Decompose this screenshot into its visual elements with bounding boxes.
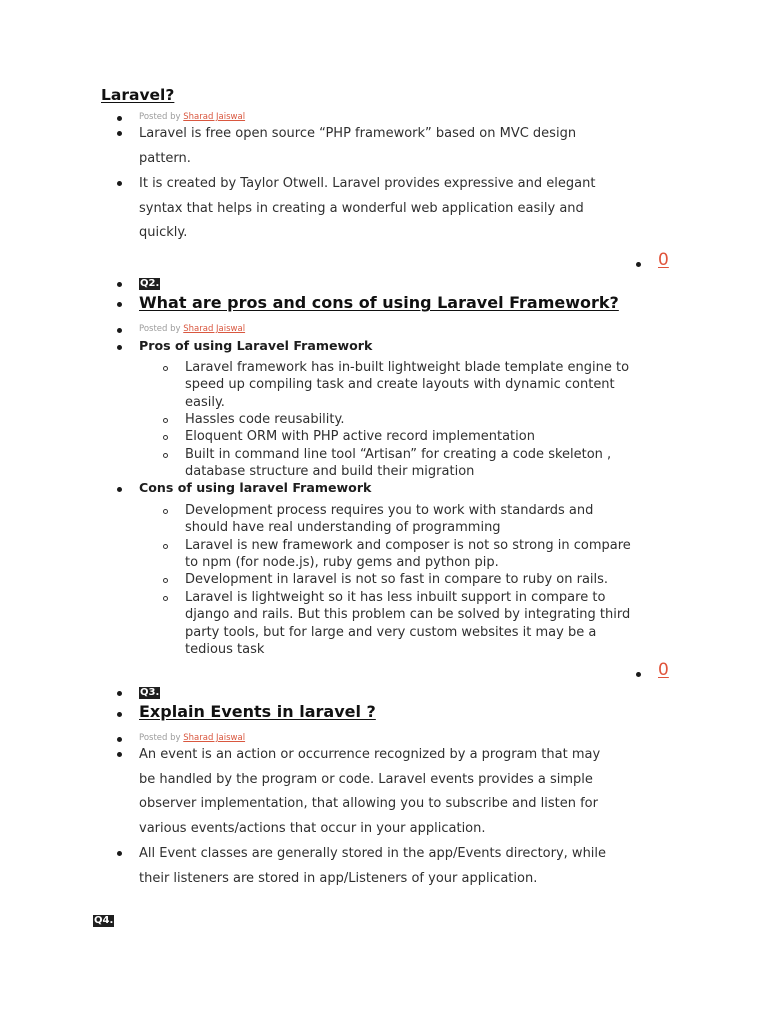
circle-bullet-icon [163, 418, 168, 423]
page-title: Laravel? [101, 86, 175, 104]
posted-by [139, 324, 245, 334]
pros-item: Laravel framework has in-built lightweight blade template engine to speed up compiling task and create layouts with dynamic content easily. [185, 360, 630, 410]
pros-item: Eloquent ORM with PHP active record implementation [185, 429, 535, 444]
circle-bullet-icon [163, 596, 168, 601]
comment-count-link[interactable]: 0 [658, 250, 669, 270]
author-link[interactable]: Sharad Jaiswal [183, 733, 246, 743]
posted-by-label: Posted by [139, 324, 181, 334]
circle-bullet-icon [163, 509, 168, 514]
bullet-icon [117, 851, 122, 856]
bullet-icon [117, 282, 122, 287]
posted-by [139, 733, 245, 743]
circle-bullet-icon [163, 544, 168, 549]
bullet-icon [117, 116, 122, 121]
bullet-icon [636, 672, 641, 677]
pros-item: Built in command line tool “Artisan” for creating a code skeleton , database structure and build their migration [185, 447, 612, 480]
paragraph: All Event classes are generally stored in the app/Events directory, while their listeners are stored in app/Listeners of your application. [139, 846, 607, 886]
bullet-icon [117, 691, 122, 696]
cons-item: Development in laravel is not so fast in compare to ruby on rails. [185, 572, 609, 587]
bullet-icon [636, 262, 641, 267]
paragraph: It is created by Taylor Otwell. Laravel provides expressive and elegant syntax that helps in creating a wonderful web application easily and quickly. [139, 176, 596, 241]
cons-heading: Cons of using laravel Framework [139, 480, 372, 495]
comment-count-link[interactable]: 0 [658, 660, 669, 680]
bullet-icon [117, 752, 122, 757]
posted-by-label: Posted by [139, 733, 181, 743]
paragraph: Laravel is free open source “PHP framework” based on MVC design pattern. [139, 126, 577, 166]
posted-by-label: Posted by [139, 112, 181, 122]
question-heading: What are pros and cons of using Laravel Framework? [139, 293, 619, 312]
bullet-icon [117, 712, 122, 717]
bullet-icon [117, 131, 122, 136]
posted-by [139, 112, 245, 122]
bullet-icon [117, 737, 122, 742]
cons-item: Development process requires you to work with standards and should have real understanding of programming [185, 503, 594, 536]
question-tag: Q3. [140, 687, 160, 698]
bullet-icon [117, 181, 122, 186]
author-link[interactable]: Sharad Jaiswal [183, 112, 246, 122]
circle-bullet-icon [163, 366, 168, 371]
pros-heading: Pros of using Laravel Framework [139, 338, 373, 353]
circle-bullet-icon [163, 578, 168, 583]
bullet-icon [117, 345, 122, 350]
question-heading: Explain Events in laravel ? [139, 702, 376, 721]
cons-item: Laravel is lightweight so it has less inbuilt support in compare to django and rails. But this problem can be solved by integrating third party tools, but for large and very custom websites it may be a tedious task [185, 590, 631, 657]
question-tag: Q4. [94, 915, 114, 926]
cons-item: Laravel is new framework and composer is not so strong in compare to npm (for node.js), ruby gems and python pip. [185, 538, 631, 571]
circle-bullet-icon [163, 453, 168, 458]
author-link[interactable]: Sharad Jaiswal [183, 324, 246, 334]
bullet-icon [117, 302, 122, 307]
question-tag: Q2. [140, 278, 160, 289]
circle-bullet-icon [163, 435, 168, 440]
bullet-icon [117, 328, 122, 333]
pros-item: Hassles code reusability. [185, 412, 345, 427]
bullet-icon [117, 487, 122, 492]
paragraph: An event is an action or occurrence recognized by a program that may be handled by the program or code. Laravel events provides a simple observer implementation, that allowing you to subscribe and listen for various events/actions that occur in your application. [139, 747, 601, 836]
